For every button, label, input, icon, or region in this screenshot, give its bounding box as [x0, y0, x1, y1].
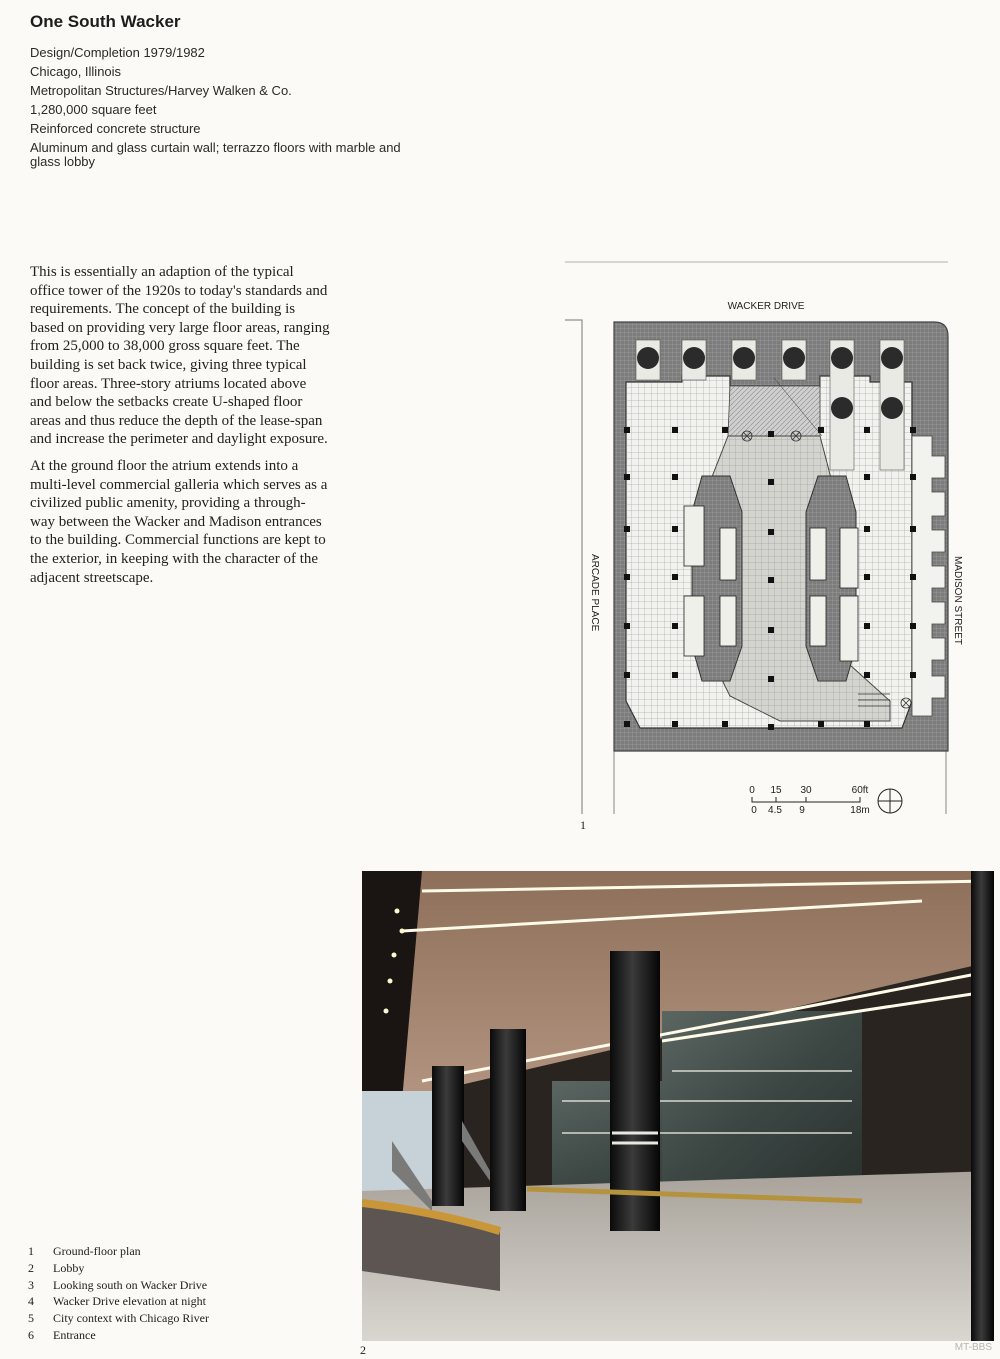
caption-number: 3	[28, 1277, 34, 1292]
body-paragraph: This is essentially an adaption of the typical office tower of the 1920s to today's standards and requirements. The concept of the building is based on providing very large floor areas, ranging from 25,000 to 38,000 gross square feet. The building is set back twice, giving three typical floor areas. Three-story atriums located above and below the setbacks create U-shaped floor areas and thus reduce the depth of the lease-span and increase the perimeter and daylight exposure.	[30, 264, 330, 448]
figure-number: 1	[580, 818, 586, 832]
body-text	[30, 263, 330, 595]
spec-area: 1,280,000 square feet	[30, 102, 157, 117]
caption-item	[28, 1293, 209, 1310]
ground-floor-plan	[560, 296, 980, 821]
north-arrow-icon	[878, 789, 902, 813]
caption-item	[28, 1243, 209, 1260]
caption-number: 5	[28, 1311, 34, 1326]
figure-captions	[28, 1243, 209, 1344]
caption-number: 6	[28, 1327, 34, 1342]
caption-item	[28, 1277, 209, 1294]
scale-label-ft: 0	[749, 785, 755, 796]
figure-number: 2	[360, 1343, 366, 1357]
caption-text: Wacker Drive elevation at night	[53, 1294, 206, 1309]
project-specs	[30, 43, 420, 169]
caption-text: Looking south on Wacker Drive	[53, 1277, 208, 1292]
scale-label-m: 9	[799, 805, 805, 816]
spec-client: Metropolitan Structures/Harvey Walken & Co.	[30, 83, 292, 98]
scale-label-m: 4.5	[768, 805, 782, 816]
scale-label-ft: 60ft	[851, 785, 869, 796]
spec-structure: Reinforced concrete structure	[30, 121, 201, 136]
lobby-photo	[362, 871, 994, 1341]
scale-label-m: 18m	[850, 805, 870, 816]
body-paragraph: At the ground floor the atrium extends into a multi-level commercial galleria which serves as a civilized public amenity, providing a through-way between the Wacker and Madison entrances to the building. Commercial functions are kept to the exterior, in keeping with the character of the adjacent streetscape.	[30, 457, 328, 586]
caption-item	[28, 1260, 209, 1277]
spec-location: Chicago, Illinois	[30, 64, 122, 79]
galleria-entrance	[728, 386, 820, 436]
caption-number: 4	[28, 1294, 34, 1309]
spec-materials: Aluminum and glass curtain wall; terrazzo floors with marble and glass lobby	[30, 140, 401, 169]
caption-number: 2	[28, 1260, 34, 1275]
scale-label-m: 0	[751, 805, 757, 816]
street-label-wacker: WACKER DRIVE	[727, 301, 805, 312]
spec-design-completion: Design/Completion 1979/1982	[30, 45, 205, 60]
divider	[565, 261, 948, 263]
caption-text: Ground-floor plan	[53, 1244, 141, 1258]
watermark: MT-BBS	[954, 1342, 992, 1353]
caption-item	[28, 1310, 209, 1327]
scale-label-ft: 15	[770, 785, 782, 796]
caption-text: Lobby	[53, 1260, 85, 1275]
street-label-arcade: ARCADE PLACE	[589, 554, 600, 632]
caption-item	[28, 1327, 209, 1344]
street-label-madison: MADISON STREET	[952, 556, 963, 645]
caption-text: Entrance	[53, 1327, 96, 1342]
page-title: One South Wacker	[30, 12, 181, 31]
scale-label-ft: 30	[800, 785, 812, 796]
caption-number: 1	[28, 1244, 34, 1258]
scale-bar	[749, 785, 870, 816]
sidewalk-line	[565, 320, 582, 814]
caption-text: City context with Chicago River	[53, 1311, 209, 1326]
